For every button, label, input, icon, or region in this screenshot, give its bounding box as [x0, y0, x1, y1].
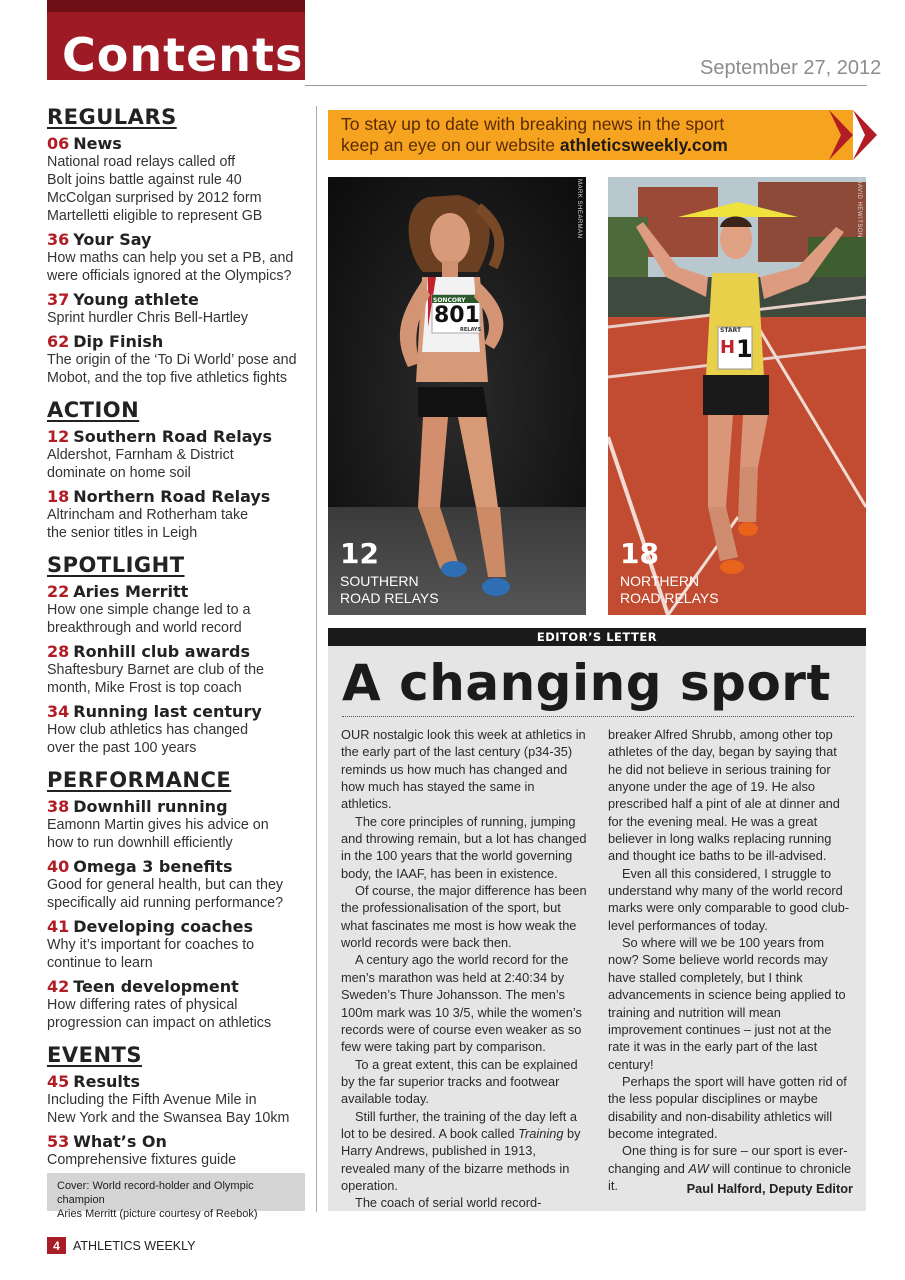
entry-description: month, Mike Frost is top coach	[47, 680, 242, 696]
contents-entry[interactable]	[47, 427, 309, 482]
letter-column-1	[341, 726, 587, 1212]
entry-description: Aldershot, Farnham & District	[47, 447, 234, 463]
banner-line-2	[341, 135, 728, 156]
entry-page-number: 38	[47, 797, 70, 816]
bib-subtext: RELAYS	[460, 327, 482, 333]
contents-entry[interactable]	[47, 642, 309, 697]
banner-text	[341, 114, 728, 156]
entry-title-row	[47, 1132, 309, 1151]
letter-paragraph: The core principles of running, jumping and throwing remain, but a lot has changed in the 100 years that the world governing body, the IAAF, has been in existence.	[341, 813, 587, 881]
photo-credit: MARK SHEARMAN	[576, 179, 582, 239]
entry-page-number: 62	[47, 332, 70, 351]
photo-caption-line: NORTHERN	[620, 573, 700, 589]
entry-title-row	[47, 290, 309, 309]
entry-title: Teen development	[73, 977, 239, 996]
entry-description: New York and the Swansea Bay 10km	[47, 1110, 290, 1126]
contents-entry[interactable]	[47, 134, 309, 225]
contents-entry[interactable]	[47, 917, 309, 972]
contents-entry[interactable]	[47, 857, 309, 912]
title-stripe	[47, 0, 305, 12]
entry-page-number: 22	[47, 582, 70, 601]
entry-description: Martelletti eligible to represent GB	[47, 208, 263, 224]
bib-sponsor: START	[720, 327, 742, 334]
entry-description: Good for general health, but can they	[47, 877, 284, 893]
entry-title: Developing coaches	[73, 917, 254, 936]
letter-text: will continue to chronicle it.	[608, 1160, 852, 1193]
cover-note	[47, 1173, 305, 1220]
letter-paragraph: breaker Alfred Shrubb, among other top athletes of the day, began by saying that he did not believe in serious training for anyone under the age of 19. He also prescribed half a pint of ale at dinner and for the evening meal. He was a great believer in long walks replacing running and thought ice baths to be ill-advised.	[608, 727, 840, 864]
entry-title: What’s On	[73, 1132, 167, 1151]
entry-title: Running last century	[73, 702, 262, 721]
bib-number: 1	[736, 335, 753, 363]
entry-title: Southern Road Relays	[73, 427, 272, 446]
photo-page-number: 12	[340, 537, 379, 570]
letter-paragraph: Of course, the major difference has been the professionalisation of the sport, but what fascinates me most is how weak the world records were back then.	[341, 883, 587, 951]
section-heading: REGULARS	[47, 105, 177, 129]
entry-page-number: 12	[47, 427, 70, 446]
photo-caption	[340, 573, 439, 607]
entry-title-row	[47, 134, 309, 153]
letter-paragraph: Perhaps the sport will have gotten rid of the less popular disciplines or maybe disability and non-disability athletics will become integrated.	[608, 1073, 847, 1141]
entry-title: Results	[73, 1072, 141, 1091]
entry-description: were officials ignored at the Olympics?	[47, 268, 292, 284]
entry-title-row	[47, 977, 309, 996]
editor-signature: Paul Halford, Deputy Editor	[686, 1181, 853, 1196]
letter-text: by Harry Andrews, published in 1913, revealed many of the bizarre methods in operation.	[341, 1125, 581, 1193]
bib-letter: H	[720, 337, 736, 358]
section-heading: PERFORMANCE	[47, 768, 232, 792]
entry-page-number: 40	[47, 857, 70, 876]
bib-sponsor: SONCORY	[433, 297, 466, 304]
banner-prefix: keep an eye on our website	[341, 135, 560, 155]
entry-title: Omega 3 benefits	[73, 857, 233, 876]
entry-title-row	[47, 702, 309, 721]
entry-description: specifically aid running performance?	[47, 895, 284, 911]
contents-entry[interactable]	[47, 487, 309, 542]
contents-entry[interactable]	[47, 702, 309, 757]
photo-caption-line: ROAD RELAYS	[340, 590, 439, 606]
entry-title-row	[47, 230, 309, 249]
entry-title: Young athlete	[73, 290, 199, 309]
entry-description: McColgan surprised by 2012 form	[47, 190, 262, 206]
letter-text: Still further, the training of the day left a lot to be desired. A book called	[341, 1108, 577, 1141]
entry-description: over the past 100 years	[47, 740, 197, 756]
entry-page-number: 41	[47, 917, 70, 936]
section-heading: SPOTLIGHT	[47, 553, 185, 577]
entry-description: progression can impact on athletics	[47, 1015, 272, 1031]
letter-paragraph: Even all this considered, I struggle to understand why many of the world record marks were only comparable to good club-level performances of today.	[608, 865, 850, 933]
entry-description: Eamonn Martin gives his advice on	[47, 817, 269, 833]
chevron-notch	[829, 110, 841, 160]
entry-description: Bolt joins battle against rule 40	[47, 172, 242, 188]
entry-page-number: 18	[47, 487, 70, 506]
headline-dotted-rule	[342, 716, 854, 717]
entry-title-row	[47, 917, 309, 936]
letter-paragraph: To a great extent, this can be explained by the far superior tracks and footwear available today.	[341, 1056, 578, 1107]
contents-entry[interactable]	[47, 332, 309, 387]
letter-column-2	[608, 726, 854, 1194]
cover-note-line: Aries Merritt (picture courtesy of Reebok)	[57, 1208, 258, 1220]
entry-title: Northern Road Relays	[73, 487, 271, 506]
photo-credit: DAVID HEWITSON	[856, 179, 862, 238]
entry-title: Dip Finish	[73, 332, 164, 351]
entry-page-number: 42	[47, 977, 70, 996]
page-title: Contents	[62, 28, 304, 82]
entry-description: How one simple change led to a	[47, 602, 251, 618]
editors-letter-headline: A changing sport	[342, 654, 831, 712]
letter-paragraph: A century ago the world record for the men’s marathon was held at 2:40:34 by Sweden’s Thure Johansson. The men’s 100m mark was 10 3/5, while the women’s records were of course even weaker as so few were taking part by comparison.	[341, 952, 582, 1055]
entry-description: Sprint hurdler Chris Bell-Hartley	[47, 310, 249, 326]
entry-description: The origin of the ‘To Di World’ pose and	[47, 352, 297, 368]
entry-description: How maths can help you set a PB, and	[47, 250, 294, 266]
entry-description: Mobot, and the top five athletics fights	[47, 370, 288, 386]
southern-relays-photo[interactable]	[328, 177, 586, 615]
section-heading: ACTION	[47, 398, 140, 422]
publication-name: ATHLETICS WEEKLY	[73, 1239, 196, 1253]
entry-description: How club athletics has changed	[47, 722, 249, 738]
page-number: 4	[53, 1239, 60, 1253]
website-link[interactable]: athleticsweekly.com	[559, 135, 728, 155]
entry-description: Why it’s important for coaches to	[47, 937, 255, 953]
entry-title-row	[47, 857, 309, 876]
contents-entry[interactable]	[47, 1132, 309, 1169]
entry-page-number: 06	[47, 134, 70, 153]
entry-title: Downhill running	[73, 797, 228, 816]
contents-list	[47, 104, 309, 1174]
cover-note-line: Cover: World record-holder and Olympic champion	[57, 1180, 254, 1206]
photo-caption	[620, 573, 719, 607]
entry-title: Ronhill club awards	[73, 642, 251, 661]
photo-caption-line: ROAD RELAYS	[620, 590, 719, 606]
entry-title: News	[73, 134, 122, 153]
section-heading: EVENTS	[47, 1043, 142, 1067]
entry-description: How differing rates of physical	[47, 997, 238, 1013]
entry-page-number: 28	[47, 642, 70, 661]
contents-entry[interactable]	[47, 582, 309, 637]
chevron-notch	[853, 110, 865, 160]
entry-page-number: 34	[47, 702, 70, 721]
letter-text: One thing is for sure – our sport is ever-changing and	[608, 1143, 848, 1176]
entry-title: Aries Merritt	[73, 582, 189, 601]
entry-description: Comprehensive fixtures guide	[47, 1152, 237, 1168]
entry-title-row	[47, 582, 309, 601]
letter-paragraph: OUR nostalgic look this week at athletics in the early part of the last century (p34-35) reminds us how much has changed and how much has stayed the same in athletics.	[341, 727, 586, 812]
entry-description: dominate on home soil	[47, 465, 191, 481]
contents-entry[interactable]	[47, 797, 309, 852]
entry-description: how to run downhill efficiently	[47, 835, 233, 851]
entry-page-number: 37	[47, 290, 70, 309]
photo-caption-line: SOUTHERN	[340, 573, 419, 589]
letter-paragraph: So where will we be 100 years from now? Some believe world records may have stalled completely, but I think advancements in science being applied to training and nutrition will mean improvement continues – just not at the rate it was in the early part of the last century!	[608, 935, 846, 1072]
entry-description: Shaftesbury Barnet are club of the	[47, 662, 264, 678]
issue-date: September 27, 2012	[700, 57, 882, 79]
entry-title-row	[47, 487, 309, 506]
editors-letter-label: EDITOR’S LETTER	[536, 630, 658, 644]
bib-number: 801	[434, 303, 480, 328]
banner-line-1: To stay up to date with breaking news in the sport	[341, 114, 725, 134]
book-title: Training	[518, 1125, 564, 1141]
entry-title-row	[47, 642, 309, 661]
contents-entry[interactable]	[47, 1072, 309, 1127]
column-divider	[316, 106, 317, 1212]
contents-entry[interactable]	[47, 290, 309, 327]
entry-title-row	[47, 1072, 309, 1091]
letter-paragraph: The coach of serial world record-	[355, 1195, 542, 1211]
contents-entry[interactable]	[47, 977, 309, 1032]
letter-paragraph	[341, 1108, 587, 1195]
entry-page-number: 53	[47, 1132, 70, 1151]
entry-description: Altrincham and Rotherham take	[47, 507, 249, 523]
entry-title-row	[47, 797, 309, 816]
entry-description: Including the Fifth Avenue Mile in	[47, 1092, 257, 1108]
entry-description: breakthrough and world record	[47, 620, 242, 636]
header-rule	[305, 85, 867, 86]
entry-title-row	[47, 427, 309, 446]
photo-page-number: 18	[620, 537, 659, 570]
entry-page-number: 45	[47, 1072, 70, 1091]
entry-description: the senior titles in Leigh	[47, 525, 198, 541]
entry-description: National road relays called off	[47, 154, 236, 170]
magazine-abbrev: AW	[688, 1160, 709, 1176]
contents-entry[interactable]	[47, 230, 309, 285]
entry-title-row	[47, 332, 309, 351]
northern-relays-photo[interactable]	[608, 177, 866, 615]
entry-description: continue to learn	[47, 955, 153, 971]
entry-title: Your Say	[73, 230, 152, 249]
entry-page-number: 36	[47, 230, 70, 249]
